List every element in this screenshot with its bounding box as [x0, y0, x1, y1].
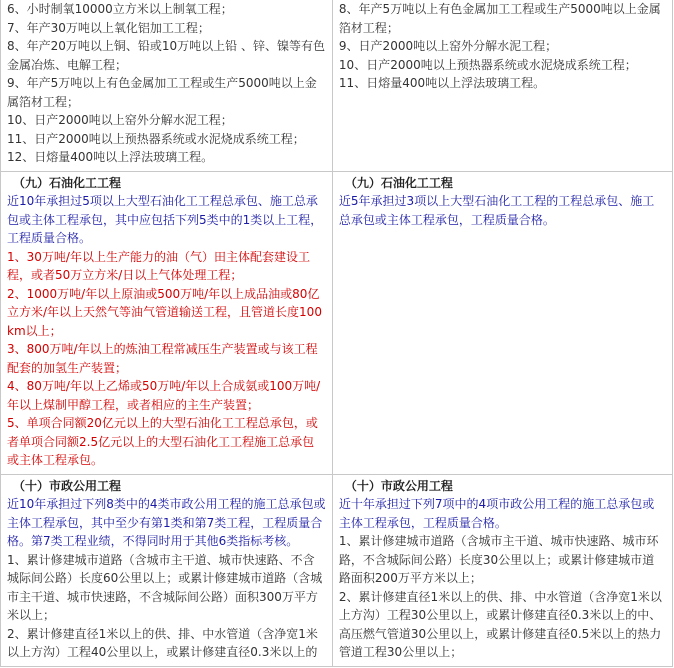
list-item: 2、1000万吨/年以上原油或500万吨/年以上成品油或80亿立方米/年以上天然气等油气管道输送工程，且管道长度100km以上；: [7, 286, 322, 338]
list-item: 11、日熔量400吨以上浮法玻璃工程。: [338, 76, 546, 90]
table-row-municipal: [1, 474, 673, 666]
list-item: 4、80万吨/年以上乙烯或50万吨/年以上合成氨或100万吨/年以上煤制甲醇工程，或者相应的主生产装置；: [7, 379, 321, 412]
list-item: 9、年产5万吨以上有色金属加工工程或生产5000吨以上金属箔材工程；: [7, 76, 317, 109]
left-cell-petrochemical: [1, 171, 333, 474]
list-item: 12、日熔量400吨以上浮法玻璃工程。: [7, 150, 214, 164]
table-row-petrochemical: [1, 171, 673, 474]
list-item: 11、日产2000吨以上预热器系统或水泥烧成系统工程；: [7, 131, 305, 146]
left-cell-metallurgy: [1, 0, 333, 171]
list-item: 10、日产2000吨以上窑外分解水泥工程；: [7, 113, 233, 127]
requirement-text: 近10年承担过下列8类中的4类市政公用工程的施工总承包或主体工程承包，其中至少有第1类和第7类工程，工程质量合格。第7类工程业绩，不得同时用于其他6类指标考核。: [7, 497, 326, 548]
list-item: 1、累计修建城市道路（含城市主干道、城市快速路、城市环路，不含城际间公路）长度30公里以上；或累计修建城市道路面积200万平方米以上；: [338, 534, 659, 585]
requirement-text: 近十年承担过下列7项中的4项市政公用工程的施工总承包或主体工程承包，工程质量合格。: [338, 497, 655, 530]
list-item: 1、30万吨/年以上生产能力的油（气）田主体配套建设工程，或者50万立方米/日以上气体处理工程；: [7, 249, 310, 282]
right-cell-municipal: [332, 474, 672, 666]
list-item: 7、年产30万吨以上氧化铝加工工程；: [7, 20, 210, 35]
table-row-metallurgy: [1, 0, 673, 171]
requirement-text: 近10年承担过5项以上大型石油化工工程总承包、施工总承包或主体工程承包，其中应包括下列5类中的1类以上工程，工程质量合格。: [7, 194, 323, 245]
section-heading: （十）市政公用工程: [344, 478, 453, 493]
list-item: 3、800万吨/年以上的炼油工程常减压生产装置或与该工程配套的加氢生产装置；: [7, 342, 318, 375]
list-item: 5、单项合同额20亿元以上的大型石油化工工程总承包，或者单项合同额2.5亿元以上的大型石油化工工程施工总承包或主体工程承包。: [7, 416, 318, 467]
right-cell-petrochemical: [332, 171, 672, 474]
list-item: 8、年产5万吨以上有色金属加工工程或生产5000吨以上金属箔材工程；: [338, 2, 661, 35]
section-heading: （九）石油化工工程: [13, 175, 122, 190]
requirement-text: 近5年承担过3项以上大型石油化工工程的工程总承包、施工总承包或主体工程承包，工程质量合格。: [338, 194, 655, 227]
list-item: 9、日产2000吨以上窑外分解水泥工程；: [338, 39, 558, 53]
list-item: 8、年产20万吨以上铜、铅或10万吨以上铅 、锌、镍等有色金属冶炼、电解工程；: [7, 39, 325, 72]
list-item: 2、累计修建直径1米以上的供、排、中水管道（含净宽1米以上方沟）工程30公里以上，或累计修建直径0.3米以上的中、高压燃气管道30公里以上，或累计修建直径0.5米以上的热力管道工程30公里以上；: [338, 589, 662, 659]
list-item: 10、日产2000吨以上预热器系统或水泥烧成系统工程；: [338, 57, 637, 72]
list-item: 2、累计修建直径1米以上的供、排、中水管道（含净宽1米以上方沟）工程40公里以上，或累计修建直径0.3米以上的: [7, 626, 318, 659]
left-cell-municipal: [1, 474, 333, 666]
section-heading: （十）市政公用工程: [13, 478, 122, 493]
list-item: 1、累计修建城市道路（含城市主干道、城市快速路、不含城际间公路）长度60公里以上；或累计修建城市道路（含城市主干道、城市快速路，不含城际间公路）面积300万平方米以上；: [7, 552, 323, 622]
right-cell-metallurgy: [332, 0, 672, 171]
list-item: 6、小时制氧10000立方米以上制氧工程；: [7, 2, 233, 16]
section-heading: （九）石油化工工程: [344, 175, 453, 190]
